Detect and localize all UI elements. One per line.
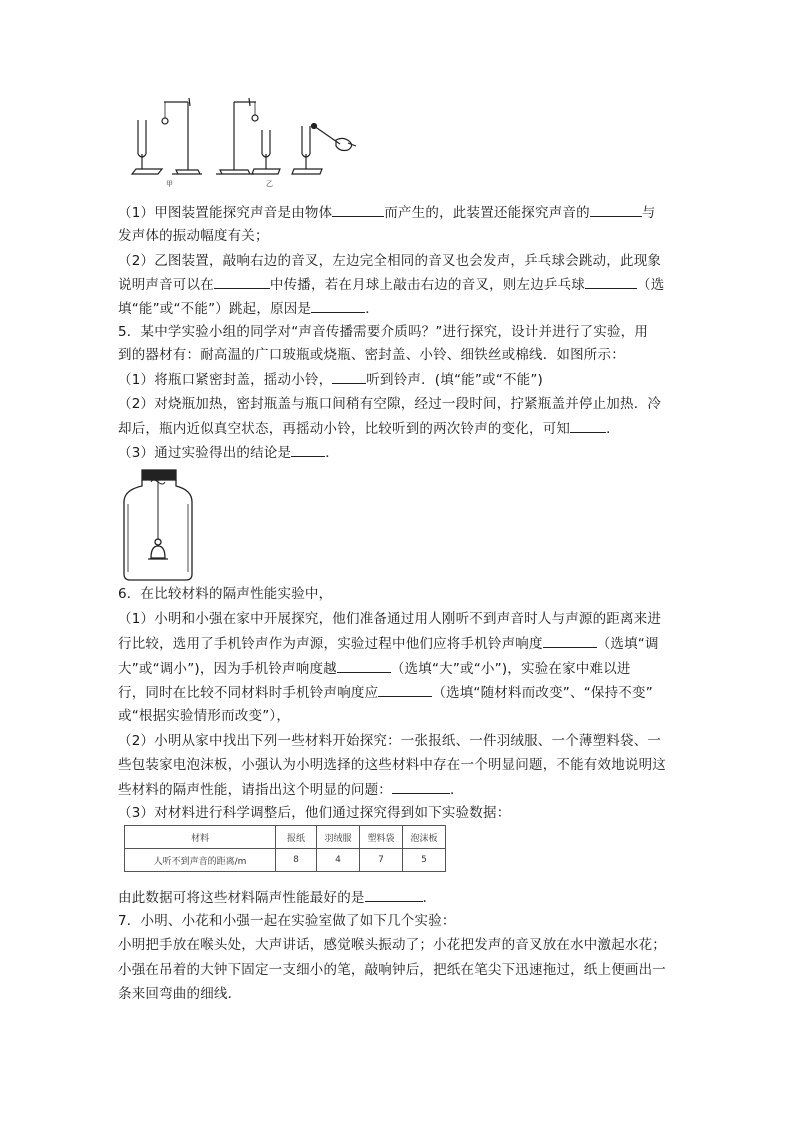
text-line-4: 说明声音可以在 中传播，若在月球上敲击右边的音叉，则左边乒乓球 （选 [118,274,664,295]
text-line-2: 发声体的振动幅度有关； [118,228,269,244]
bottle-bell-figure [120,468,196,582]
text-line-10: 却后，瓶内近似真空状态，再摇动小铃，比较听到的两次铃声的变化，可知 ． [118,418,620,439]
answer-blank[interactable] [570,418,606,433]
table-row [125,849,446,872]
table-row-label: 人听不到声音的距离/m [125,849,276,872]
text-line-22: 由此数据可将这些材料隔声性能最好的是 ． [118,887,436,908]
table-cell: 5 [403,849,446,872]
table-header: 材料 [125,826,276,849]
answer-blank[interactable] [214,274,270,289]
label-yi: 乙 [266,180,273,188]
text-line-25: 小强在吊着的大钟下固定一支细小的笔，敲响钟后，把纸在笔尖下迅速拖过，纸上便画出一 [118,962,666,978]
question-7-title: 7．小明、小花和小强一起在实验室做了如下几个实验： [118,913,456,929]
text-line-9: （2）对烧瓶加热，密封瓶盖与瓶口间稍有空隙，经过一段时间，拧紧瓶盖并停止加热．冷 [118,396,662,412]
text-line-1: （1）甲图装置能探究声音是由物体 而产生的，此装置还能探究声音的 与 [118,202,656,223]
table-header: 报纸 [276,826,317,849]
text-line-21: （3）对材料进行科学调整后，他们通过探究得到如下实验数据： [118,805,511,821]
text-line-24: 小明把手放在喉头处，大声讲话，感觉喉头振动了；小花把发声的音叉放在水中激起水花； [118,937,666,953]
answer-blank[interactable] [311,298,365,313]
text-line-26: 条来回弯曲的细线． [118,986,242,1002]
label-jia: 甲 [166,180,173,188]
question-5-title: 5．某中学实验小组的同学对“声音传播需要介质吗？”进行探究，设计并进行了实验，用 [118,324,649,340]
table-cell: 8 [276,849,317,872]
answer-blank[interactable] [392,779,450,794]
material-data-table [124,825,446,872]
text-line-17: 或“根据实验情形而改变”）， [118,708,291,724]
answer-blank[interactable] [590,202,642,217]
text-line-14: 行比较，选用了手机铃声作为声源，实验过程中他们应将手机铃声响度 （选填“调 [118,633,659,654]
text-line-7: 到的器材有：耐高温的广口玻瓶或烧瓶、密封盖、小铃、细铁丝或棉线．如图所示： [118,347,625,363]
answer-blank[interactable] [337,658,391,673]
answer-blank[interactable] [332,202,384,217]
answer-blank[interactable] [585,274,637,289]
question-6-title: 6．在比较材料的隔声性能实验中， [118,586,333,602]
tuning-fork-figure [128,96,358,188]
table-cell: 7 [360,849,403,872]
answer-blank[interactable] [543,633,597,648]
answer-blank[interactable] [291,442,325,457]
answer-blank[interactable] [378,682,432,697]
text-line-16: 行，同时在比较不同材料时手机铃声响度应 （选填“随材料而改变”、“保持不变” [118,682,653,703]
answer-blank[interactable] [332,369,366,384]
text-line-5: 填“能”或“不能”）跳起，原因是 ． [118,298,379,319]
text-line-20: 些材料的隔声性能，请指出这个明显的问题： ． [118,779,464,800]
text-line-11: （3）通过实验得出的结论是 ． [118,442,339,463]
text-line-15: 大”或“调小”)，因为手机铃声响度越 （选填“大”或“小”)，实验在家中难以进 [118,658,631,679]
text-line-19: 些包装家电泡沫板，小强认为小明选择的这些材料中存在一个明显问题，不能有效地说明这 [118,757,666,773]
table-cell: 4 [317,849,360,872]
table-header: 泡沫板 [403,826,446,849]
table-header: 羽绒服 [317,826,360,849]
text-line-3: （2）乙图装置，敲响右边的音叉，左边完全相同的音叉也会发声，乒乓球会跳动，此现象 [118,253,662,269]
text-line-18: （2）小明从家中找出下列一些材料开始探究：一张报纸、一件羽绒服、一个薄塑料袋、一 [118,733,662,749]
answer-blank[interactable] [365,887,423,902]
table-header: 塑料袋 [360,826,403,849]
text-line-13: （1）小明和小强在家中开展探究，他们准备通过用人刚听不到声音时人与声源的距离来进 [118,611,662,627]
table-header-row [125,826,446,849]
text-line-8: （1）将瓶口紧密封盖，摇动小铃， 听到铃声．(填“能”或“不能”) [118,369,543,390]
